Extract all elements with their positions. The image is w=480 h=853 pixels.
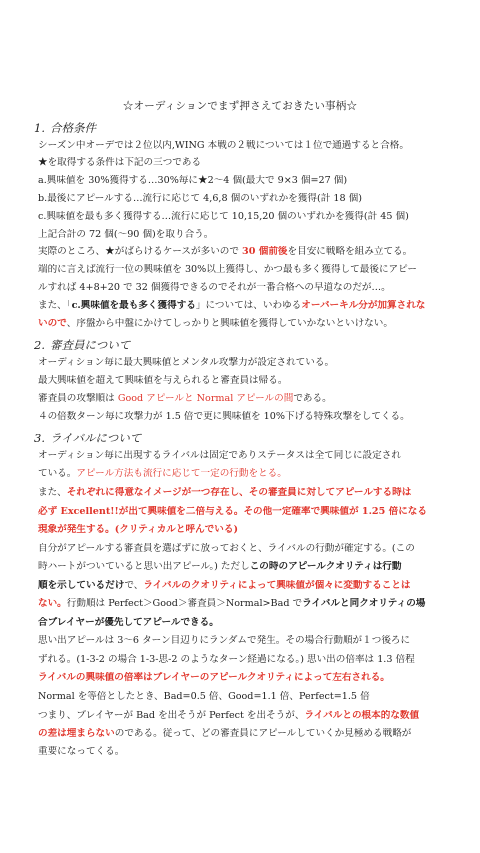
text-span: 実際のところ、★がばらけるケースが多いので bbox=[38, 246, 243, 257]
text-line: c.興味値を最も多く獲得する…流行に応じて 10,15,20 個のいずれかを獲得(計 45 個) bbox=[38, 211, 409, 222]
highlight-bold: c.興味値を最も多く獲得する bbox=[71, 300, 196, 311]
text-line: 自分がアピールする審査員を選ばずに放っておくと、ライバルの行動が確定する。(この bbox=[38, 543, 415, 554]
text-line: 思い出アピールは 3〜6 ターン目辺りにランダムで発生。その場合行動順が１つ後ろに bbox=[38, 635, 411, 646]
highlight-bold: ライバルと同クオリティの場 bbox=[302, 598, 426, 609]
text-line bbox=[38, 710, 462, 722]
text-span: また、「 bbox=[38, 300, 72, 311]
highlight-red: アピール方法も流行に応じて一定の行動をとる。 bbox=[76, 468, 287, 479]
section-heading-1 bbox=[34, 120, 96, 136]
text-line: 端的に言えば流行一位の興味値を 30%以上獲得し、かつ最も多く獲得して最後にアピー bbox=[38, 264, 417, 275]
highlight-red: ライバルとの根本的な数値 bbox=[304, 710, 420, 721]
highlight-red: の差は埋まらない bbox=[38, 728, 115, 739]
section-number: 2. bbox=[34, 338, 45, 352]
text-line bbox=[38, 318, 462, 330]
highlight-bold: この時のアピールクオリティは行動 bbox=[249, 561, 402, 572]
highlight-red: オーバーキル分が加算されな bbox=[301, 300, 426, 311]
text-span: 、序盤から中盤にかけてしっかりと興味値を獲得していかないといけない。 bbox=[66, 318, 393, 329]
highlight-red: 30 個前後 bbox=[242, 246, 288, 257]
document-title: ☆オーディションでまず押さえておきたい事柄☆ bbox=[122, 100, 358, 112]
text-line: シーズン中オーデでは２位以内,WING 本戦の２戦については１位で通過すると合格。 bbox=[38, 140, 409, 151]
highlight-red: いので bbox=[38, 318, 67, 329]
highlight-red: Good アピールと Normal アピールの間 bbox=[117, 393, 294, 404]
text-span: のである。従って、どの審査員にアピールしていくか見極める戦略が bbox=[114, 728, 412, 739]
text-line bbox=[38, 300, 462, 312]
section-number: 3. bbox=[34, 431, 45, 445]
highlight-red: それぞれに得意なイメージが一つ存在し、その審査員に対してアピールする時は bbox=[66, 487, 412, 498]
highlight-bold: 順を示しているだけ bbox=[38, 580, 125, 591]
text-span: を目安に戦略を組み立てる。 bbox=[287, 246, 413, 257]
text-span: 審査員の攻撃順は bbox=[38, 393, 118, 404]
text-line: 重要になってくる。 bbox=[38, 746, 125, 757]
text-line bbox=[38, 580, 462, 592]
highlight-red: ライバルのクオリティによって興味値が個々に変動することは bbox=[143, 580, 411, 591]
section-title: ライバルについて bbox=[50, 431, 142, 445]
text-line: 最大興味値を超えて興味値を与えられると審査員は帰る。 bbox=[38, 375, 288, 386]
text-line bbox=[38, 728, 462, 740]
text-line bbox=[38, 246, 462, 258]
text-line: 上記合計の 72 個(〜90 個)を取り合う。 bbox=[38, 229, 214, 240]
text-line bbox=[38, 561, 462, 573]
text-line: 合プレイヤーが優先してアピールできる。 bbox=[38, 617, 219, 628]
section-title: 審査員について bbox=[50, 338, 131, 352]
text-line bbox=[38, 393, 462, 405]
section-heading-3 bbox=[34, 430, 141, 446]
section-title: 合格条件 bbox=[50, 121, 96, 135]
text-line: a.興味値を 30%獲得する…30%毎に★2〜4 個(最大で 9×3 個=27 個) bbox=[38, 175, 348, 186]
text-line: 現象が発生する。(クリティカルと呼んでいる) bbox=[38, 524, 238, 535]
text-line: オーディション毎に最大興味値とメンタル攻撃力が設定されている。 bbox=[38, 357, 335, 368]
text-line: オーディション毎に出現するライバルは固定でありステータスは全て同じに設定され bbox=[38, 450, 401, 461]
text-line: ライバルの興味値の倍率はプレイヤーのアピールクオリティによって左右される。 bbox=[38, 672, 390, 683]
text-line: ４の倍数ターン毎に攻撃力が 1.5 倍で更に興味値を 10%下げる特殊攻撃をしてくる。 bbox=[38, 411, 410, 422]
text-line: 必ず Excellent!!が出て興味値を二倍与える。その他一定確率で興味値が 1.25 倍になる bbox=[38, 506, 427, 517]
text-line: ずれる。(1-3-2 の場合 1-3-思-2 のようなターン経過になる。) 思い出の倍率は 1.3 倍程 bbox=[38, 654, 415, 665]
text-line: Normal を等倍としたとき、Bad=0.5 倍、Good=1.1 倍、Perfect=1.5 倍 bbox=[38, 691, 370, 702]
text-line bbox=[38, 598, 462, 610]
text-span: つまり、プレイヤーが Bad を出そうが Perfect を出そうが、 bbox=[38, 710, 305, 721]
text-span: である。 bbox=[293, 393, 332, 404]
text-span: ている。 bbox=[38, 468, 77, 479]
section-heading-2 bbox=[34, 337, 130, 353]
text-line bbox=[38, 487, 462, 499]
text-line: ★を取得する条件は下記の三つである bbox=[38, 157, 202, 168]
text-span: 」については、いわゆる bbox=[195, 300, 302, 311]
highlight-red: ない。 bbox=[38, 598, 67, 609]
section-number: 1. bbox=[34, 121, 45, 135]
text-span: また、 bbox=[38, 487, 67, 498]
text-line: ルすれば 4+8+20 で 32 個獲得できるのでそれが一番合格への早道なのだが…。 bbox=[38, 282, 391, 293]
text-span: 時ハートがついていると思い出アピール。) ただし bbox=[38, 561, 250, 572]
text-span: 行動順は Perfect＞Good＞審査員＞Normal>Bad で bbox=[66, 598, 303, 609]
text-line: b.最後にアピールする…流行に応じて 4,6,8 個のいずれかを獲得(計 18 個) bbox=[38, 193, 362, 204]
text-span: で、 bbox=[124, 580, 144, 591]
text-line bbox=[38, 468, 462, 480]
